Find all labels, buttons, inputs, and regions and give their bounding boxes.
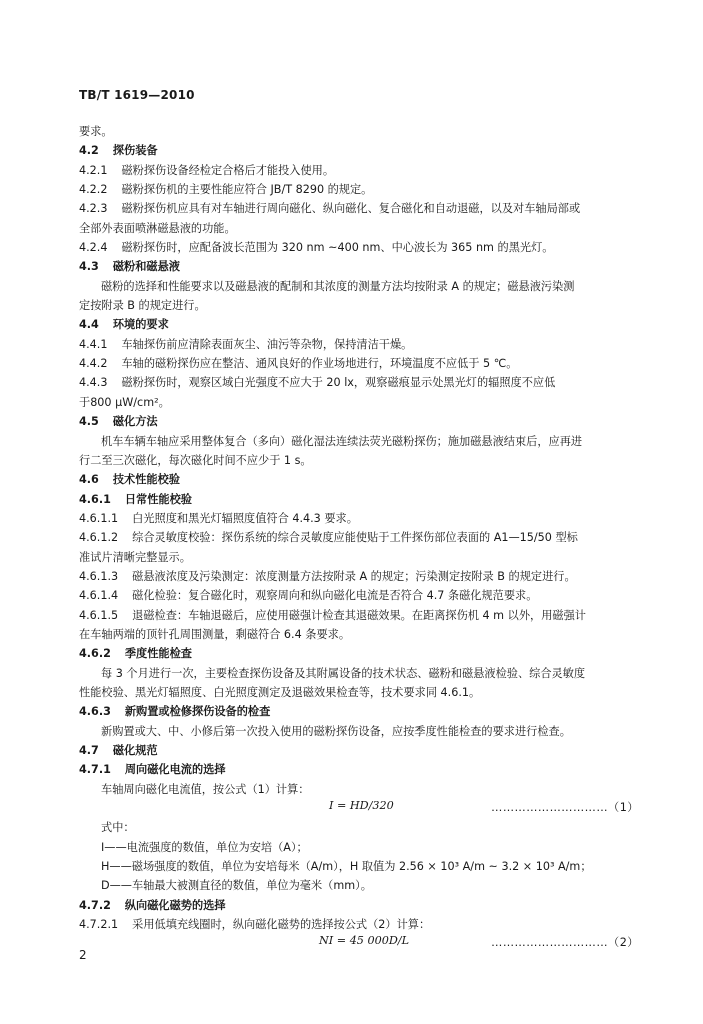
section-heading: 季度性能检查: [124, 647, 192, 661]
text-line: [79, 780, 639, 799]
clause-text: 每 3 个月进行一次，主要检查探伤设备及其附属设备的技术状态、磁粉和磁悬液检验、综合灵敏度: [101, 666, 586, 680]
section-heading: 磁化方法: [112, 415, 158, 429]
clause-text: 要求。: [79, 125, 113, 138]
formula-number: …………………………（1）: [491, 801, 639, 815]
clause-text: 定按附录 B 的规定进行。: [79, 299, 206, 313]
clause-line: [79, 470, 639, 489]
clause-line: [79, 238, 639, 257]
clause-number: 4.2: [79, 144, 99, 158]
clause-text: 综合灵敏度校验：探伤系统的综合灵敏度应能使贴于工件探伤部位表面的 A1—15/50 型标: [132, 531, 578, 545]
text-line: [79, 722, 639, 741]
text-line: [79, 296, 639, 315]
section-heading: 技术性能校验: [112, 473, 180, 487]
clause-number: 4.5: [79, 415, 99, 429]
clause-line: [79, 702, 639, 721]
clause-number: 4.7.2.1: [79, 918, 119, 932]
clause-text: 磁粉探伤机的主要性能应符合 JB/T 8290 的规定。: [121, 183, 373, 197]
clause-number: 4.7.1: [79, 763, 111, 777]
clause-text: 车轴的磁粉探伤应在整洁、通风良好的作业场地进行，环境温度不应低于 5 ℃。: [121, 357, 518, 371]
clause-line: [79, 257, 639, 276]
clause-number: 4.6: [79, 473, 99, 487]
clause-number: 4.2.1: [79, 163, 108, 177]
clause-number: 4.6.1.3: [79, 569, 119, 583]
clause-text: 机车车辆车轴应采用整体复合（多向）磁化湿法连续法荧光磁粉探伤；施加磁悬液结束后，应再进: [101, 434, 583, 448]
clause-number: 4.4.2: [79, 357, 108, 371]
clause-line: [79, 760, 639, 779]
clause-line: [79, 915, 639, 934]
formula-line: [79, 934, 639, 953]
clause-text: 行二至三次磁化，每次磁化时间不应少于 1 s。: [79, 453, 312, 467]
text-line: [79, 857, 639, 876]
clause-text: I——电流强度的数值，单位为安培（A）；: [101, 840, 308, 854]
clause-line: [79, 161, 639, 180]
section-heading: 纵向磁化磁势的选择: [124, 898, 226, 912]
document-body: [79, 122, 639, 954]
text-line: [79, 432, 639, 451]
clause-line: [79, 509, 639, 528]
formula: NI = 45 000D/L: [319, 934, 410, 948]
clause-number: 4.6.1.5: [79, 608, 119, 622]
section-heading: 探伤装备: [112, 144, 158, 158]
section-heading: 环境的要求: [112, 318, 169, 332]
clause-text: 采用低填充线圈时，纵向磁化磁势的选择按公式（2）计算：: [132, 918, 431, 932]
clause-number: 4.4.3: [79, 376, 108, 390]
clause-line: [79, 335, 639, 354]
clause-text: 磁粉探伤设备经检定合格后才能投入使用。: [121, 163, 335, 177]
clause-number: 4.7.2: [79, 898, 111, 912]
clause-number: 4.6.1.2: [79, 531, 119, 545]
clause-number: 4.6.1.4: [79, 589, 119, 603]
clause-text: 磁悬液浓度及污染测定：浓度测量方法按附录 A 的规定；污染测定按附录 B 的规定进行。: [132, 569, 576, 583]
clause-number: 4.4.1: [79, 337, 108, 351]
text-line: [79, 683, 639, 702]
section-heading: 周向磁化电流的选择: [124, 763, 226, 777]
text-line: [79, 122, 639, 141]
clause-number: 4.6.2: [79, 647, 111, 661]
clause-line: [79, 896, 639, 915]
clause-text: 式中：: [101, 821, 135, 835]
clause-text: 磁粉探伤机应具有对车轴进行周向磁化、纵向磁化、复合磁化和自动退磁，以及对车轴局部或: [121, 202, 581, 216]
clause-text: 磁粉探伤时，应配备波长范围为 320 nm ~400 nm、中心波长为 365 nm 的黑光灯。: [121, 241, 554, 255]
clause-text: 车轴探伤前应清除表面灰尘、油污等杂物，保持清洁干燥。: [121, 337, 413, 351]
clause-text: 白光照度和黑光灯辐照度值符合 4.4.3 要求。: [132, 511, 358, 525]
clause-line: [79, 644, 639, 663]
clause-number: 4.2.2: [79, 183, 108, 197]
text-line: [79, 451, 639, 470]
clause-line: [79, 199, 639, 218]
clause-text: 全部外表面喷淋磁悬液的功能。: [79, 221, 236, 235]
clause-text: H——磁场强度的数值，单位为安培每米（A/m），H 取值为 2.56 × 10³ A/m ~ 3.2 × 10³ A/m；: [101, 860, 592, 874]
clause-number: 4.3: [79, 260, 99, 274]
clause-number: 4.6.3: [79, 705, 111, 719]
clause-text: 退磁检查：车轴退磁后，应使用磁强计检查其退磁效果。在距离探伤机 4 m 以外，用磁强计: [132, 608, 586, 622]
clause-text: 性能校验、黑光灯辐照度、白光照度测定及退磁效果检查等，技术要求同 4.6.1。: [79, 685, 481, 699]
text-line: [79, 393, 639, 412]
text-line: [79, 818, 639, 837]
clause-line: [79, 528, 639, 547]
text-line: [79, 664, 639, 683]
clause-line: [79, 354, 639, 373]
clause-line: [79, 606, 639, 625]
standard-code-header: TB/T 1619—2010: [79, 88, 195, 102]
clause-text: 准试片清晰完整显示。: [79, 550, 191, 564]
section-heading: 磁化规范: [112, 744, 158, 757]
clause-number: 4.6.1: [79, 492, 111, 506]
text-line: [79, 625, 639, 644]
clause-number: 4.6.1.1: [79, 511, 119, 525]
clause-line: [79, 490, 639, 509]
clause-line: [79, 741, 639, 760]
clause-line: [79, 141, 639, 160]
clause-line: [79, 586, 639, 605]
text-line: [79, 219, 639, 238]
text-line: [79, 876, 639, 895]
clause-text: D——车轴最大被测直径的数值，单位为毫米（mm）。: [101, 879, 372, 893]
clause-text: 于800 μW/cm²。: [79, 395, 170, 409]
clause-line: [79, 315, 639, 334]
clause-line: [79, 567, 639, 586]
formula-line: [79, 799, 639, 818]
clause-text: 车轴周向磁化电流值，按公式（1）计算：: [101, 782, 310, 796]
clause-text: 新购置或大、中、小修后第一次投入使用的磁粉探伤设备，应按季度性能检查的要求进行检查。: [101, 724, 571, 738]
section-heading: 新购置或检修探伤设备的检查: [124, 705, 271, 719]
text-line: [79, 277, 639, 296]
formula: I = HD/320: [329, 799, 394, 813]
section-heading: 日常性能校验: [124, 492, 192, 506]
clause-line: [79, 180, 639, 199]
section-heading: 磁粉和磁悬液: [112, 260, 180, 274]
text-line: [79, 838, 639, 857]
clause-text: 磁粉的选择和性能要求以及磁悬液的配制和其浓度的测量方法均按附录 A 的规定；磁悬液污染测: [101, 279, 575, 293]
text-line: [79, 548, 639, 567]
clause-text: 在车轴两端的顶针孔周围测量，剩磁符合 6.4 条要求。: [79, 627, 351, 641]
clause-text: 磁粉探伤时，观察区域白光强度不应大于 20 lx，观察磁痕显示处黑光灯的辐照度不应低: [121, 376, 556, 390]
clause-number: 4.2.3: [79, 202, 108, 216]
formula-number: …………………………（2）: [491, 936, 639, 950]
clause-number: 4.7: [79, 744, 99, 757]
clause-line: [79, 373, 639, 392]
clause-number: 4.4: [79, 318, 99, 332]
page-number: 2: [79, 948, 87, 962]
clause-text: 磁化检验：复合磁化时，观察周向和纵向磁化电流是否符合 4.7 条磁化规范要求。: [132, 589, 538, 603]
clause-number: 4.2.4: [79, 241, 108, 255]
clause-line: [79, 412, 639, 431]
